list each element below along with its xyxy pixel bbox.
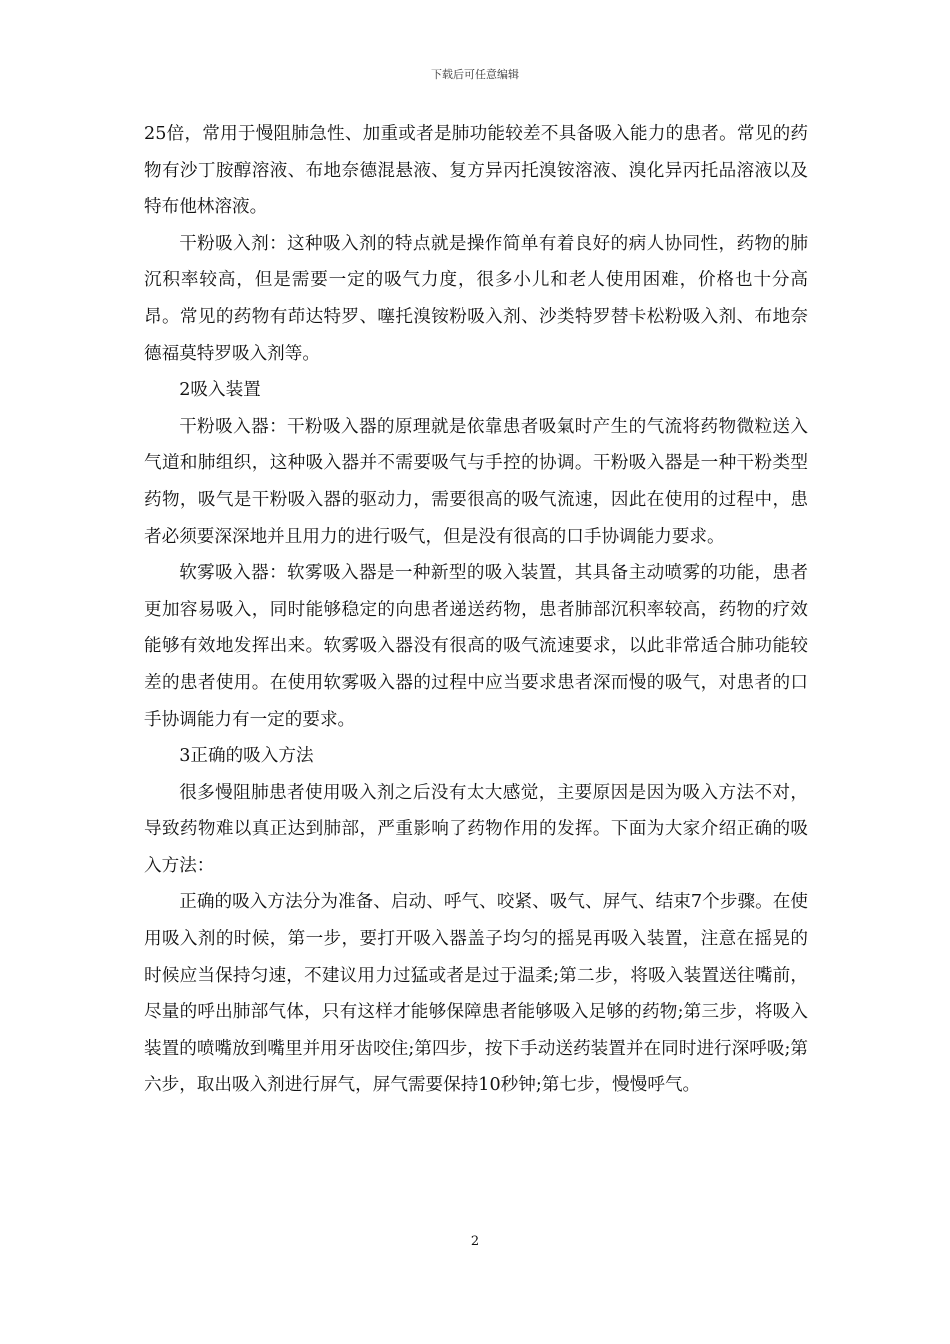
section-heading: 3正确的吸入方法 [179,746,314,767]
paragraph: 很多慢阻肺患者使用吸入剂之后没有太大感觉，主要原因是因为吸入方法不对，导致药物难以真正达到肺部，严重影响了药物作用的发挥。下面为大家介绍正确的吸入方法： [144,782,808,876]
section-heading: 2吸入装置 [179,380,261,401]
paragraph: 软雾吸入器：软雾吸入器是一种新型的吸入装置，其具备主动喷雾的功能，患者更加容易吸入，同时能够稳定的向患者递送药物，患者肺部沉积率较高，药物的疗效能够有效地发挥出来。软雾吸入器没有很高的吸气流速要求，以此非常适合肺功能较差的患者使用。在使用软雾吸入器的过程中应当要求患者深而慢的吸气，对患者的口手协调能力有一定的要求。 [144,563,808,730]
page-number: 2 [470,1234,480,1249]
header-note: 下载后可任意编辑 [431,68,519,81]
paragraph: 干粉吸入器：干粉吸入器的原理就是依靠患者吸氣时产生的气流将药物微粒送入气道和肺组织，这种吸入器并不需要吸气与手控的协调。干粉吸入器是一种干粉类型药物，吸气是干粉吸入器的驱动力，需要很高的吸气流速，因此在使用的过程中，患者必须要深深地并且用力的进行吸气，但是没有很高的口手协调能力要求。 [144,416,808,547]
document-body [144,116,808,1104]
paragraph: 正确的吸入方法分为准备、启动、呼气、咬紧、吸气、屏气、结束7个步骤。在使用吸入剂的时候，第一步，要打开吸入器盖子均匀的摇晃再吸入装置，注意在摇晃的时候应当保持匀速，不建议用力过猛或者是过于温柔;第二步，将吸入装置送往嘴前，尽量的呼出肺部气体，只有这样才能够保障患者能够吸入足够的药物;第三步，将吸入装置的喷嘴放到嘴里并用牙齿咬住;第四步，按下手动送药装置并在同时进行深呼吸;第六步，取出吸入剂进行屏气，屏气需要保持10秒钟;第七步，慢慢呼气。 [144,892,808,1096]
paragraph: 25倍，常用于慢阻肺急性、加重或者是肺功能较差不具备吸入能力的患者。常见的药物有沙丁胺醇溶液、布地奈德混悬液、复方异丙托溴铵溶液、溴化异丙托品溶液以及特布他林溶液。 [144,124,808,218]
paragraph: 干粉吸入剂：这种吸入剂的特点就是操作简单有着良好的病人协同性，药物的肺沉积率较高，但是需要一定的吸气力度，很多小儿和老人使用困难，价格也十分高昂。常见的药物有茚达特罗、噻托溴铵粉吸入剂、沙类特罗替卡松粉吸入剂、布地奈德福莫特罗吸入剂等。 [144,233,808,364]
